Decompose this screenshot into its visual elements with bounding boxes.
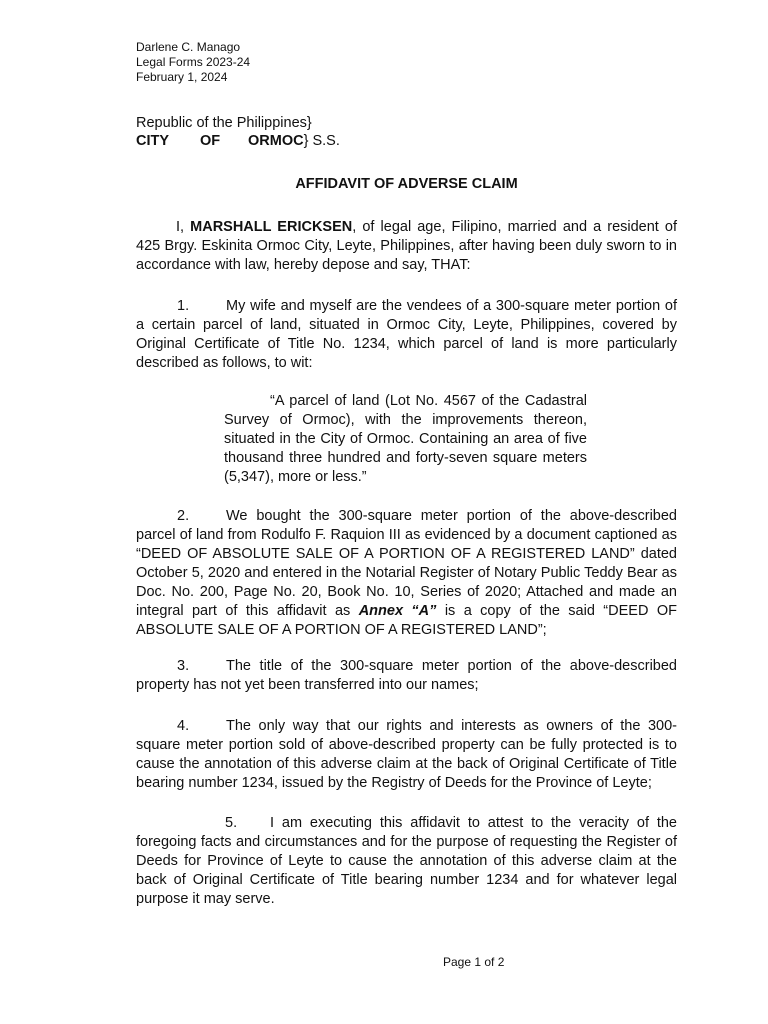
paragraph-5-number: 5. <box>225 815 238 831</box>
document-title: AFFIDAVIT OF ADVERSE CLAIM <box>295 176 518 192</box>
venue-of-word: OF <box>200 133 221 149</box>
paragraph-4-number: 4. <box>177 718 190 734</box>
page-number: Page 1 of 2 <box>443 955 505 969</box>
intro-prefix: I, <box>176 219 191 235</box>
author-name: Darlene C. Manago <box>136 40 241 54</box>
venue-republic: Republic of the Philippines} <box>136 115 312 131</box>
paragraph-1-text: My wife and myself are the vendees of a 300-square meter portion of a certain parcel of land, situated in Ormoc City, Leyte, Philippines, covered by Original Certificate of Title No. 1234, which parcel of land is more particularly described as follows, to wit: <box>136 298 677 371</box>
paragraph-5 <box>136 814 677 909</box>
paragraph-2-text: We bought the 300-square meter portion of the above-described parcel of land from Rodulfo F. Raquion III as evidenced by a document captioned as “DEED OF ABSOLUTE SALE OF A PORTION OF A REGISTERED LAND” dated October 5, 2020 and entered in the Notarial Register of Notary Public Teddy Bear as Doc. No. 200, Page No. 20, Book No. 10, Series of 2020; Attached and made an integral part of this affidavit as <box>136 508 677 619</box>
paragraph-2 <box>136 507 677 640</box>
affiant-name: MARSHALL ERICKSEN <box>190 219 353 235</box>
paragraph-3 <box>136 657 677 695</box>
quote-text: “A parcel of land (Lot No. 4567 of the Cadastral Survey of Ormoc), with the improvements thereon, situated in the City of Ormoc. Containing an area of five thousand three hundred and forty-seven square meters (5,347), more or less.” <box>224 393 587 485</box>
paragraph-1-number: 1. <box>177 298 190 314</box>
paragraph-2-text-end: is a copy of the said “DEED OF ABSOLUTE SALE OF A PORTION OF A REGISTERED LAND”; <box>136 603 677 638</box>
venue-ormoc-word: ORMOC <box>248 133 304 149</box>
course-name: Legal Forms 2023-24 <box>136 55 251 69</box>
paragraph-3-number: 3. <box>177 658 190 674</box>
venue-city <box>136 132 340 150</box>
paragraph-5-text: I am executing this affidavit to attest to the veracity of the foregoing facts and circumstances and for the purpose of requesting the Register of Deeds for Province of Leyte to cause the annotation of this adverse claim at the back of Original Certificate of Title bearing number 1234 and for whatever legal purpose it may serve. <box>136 815 677 907</box>
land-description-quote <box>224 392 587 487</box>
paragraph-4-text: The only way that our rights and interests as owners of the 300-square meter portion sold of above-described property can be fully protected is to cause the annotation of this adverse claim at the back of Original Certificate of Title bearing number 1234, issued by the Registry of Deeds for the Province of Leyte; <box>136 718 677 791</box>
intro-paragraph <box>136 218 677 275</box>
paragraph-2-number: 2. <box>177 508 190 524</box>
paragraph-3-text: The title of the 300-square meter portion of the above-described property has not yet been transferred into our names; <box>136 658 677 693</box>
venue-city-word: CITY <box>136 133 170 149</box>
venue-block <box>136 114 340 150</box>
annex-reference: Annex “A” <box>358 603 437 619</box>
document-date: February 1, 2024 <box>136 70 228 84</box>
paragraph-4 <box>136 717 677 793</box>
paragraph-1 <box>136 297 677 373</box>
intro-text: , of legal age, Filipino, married and a resident of 425 Brgy. Eskinita Ormoc City, Leyte, Philippines, after having been duly sworn to in accordance with law, hereby depose and say, THAT: <box>136 219 677 273</box>
venue-ss: } S.S. <box>303 133 340 149</box>
document-header <box>136 40 250 85</box>
